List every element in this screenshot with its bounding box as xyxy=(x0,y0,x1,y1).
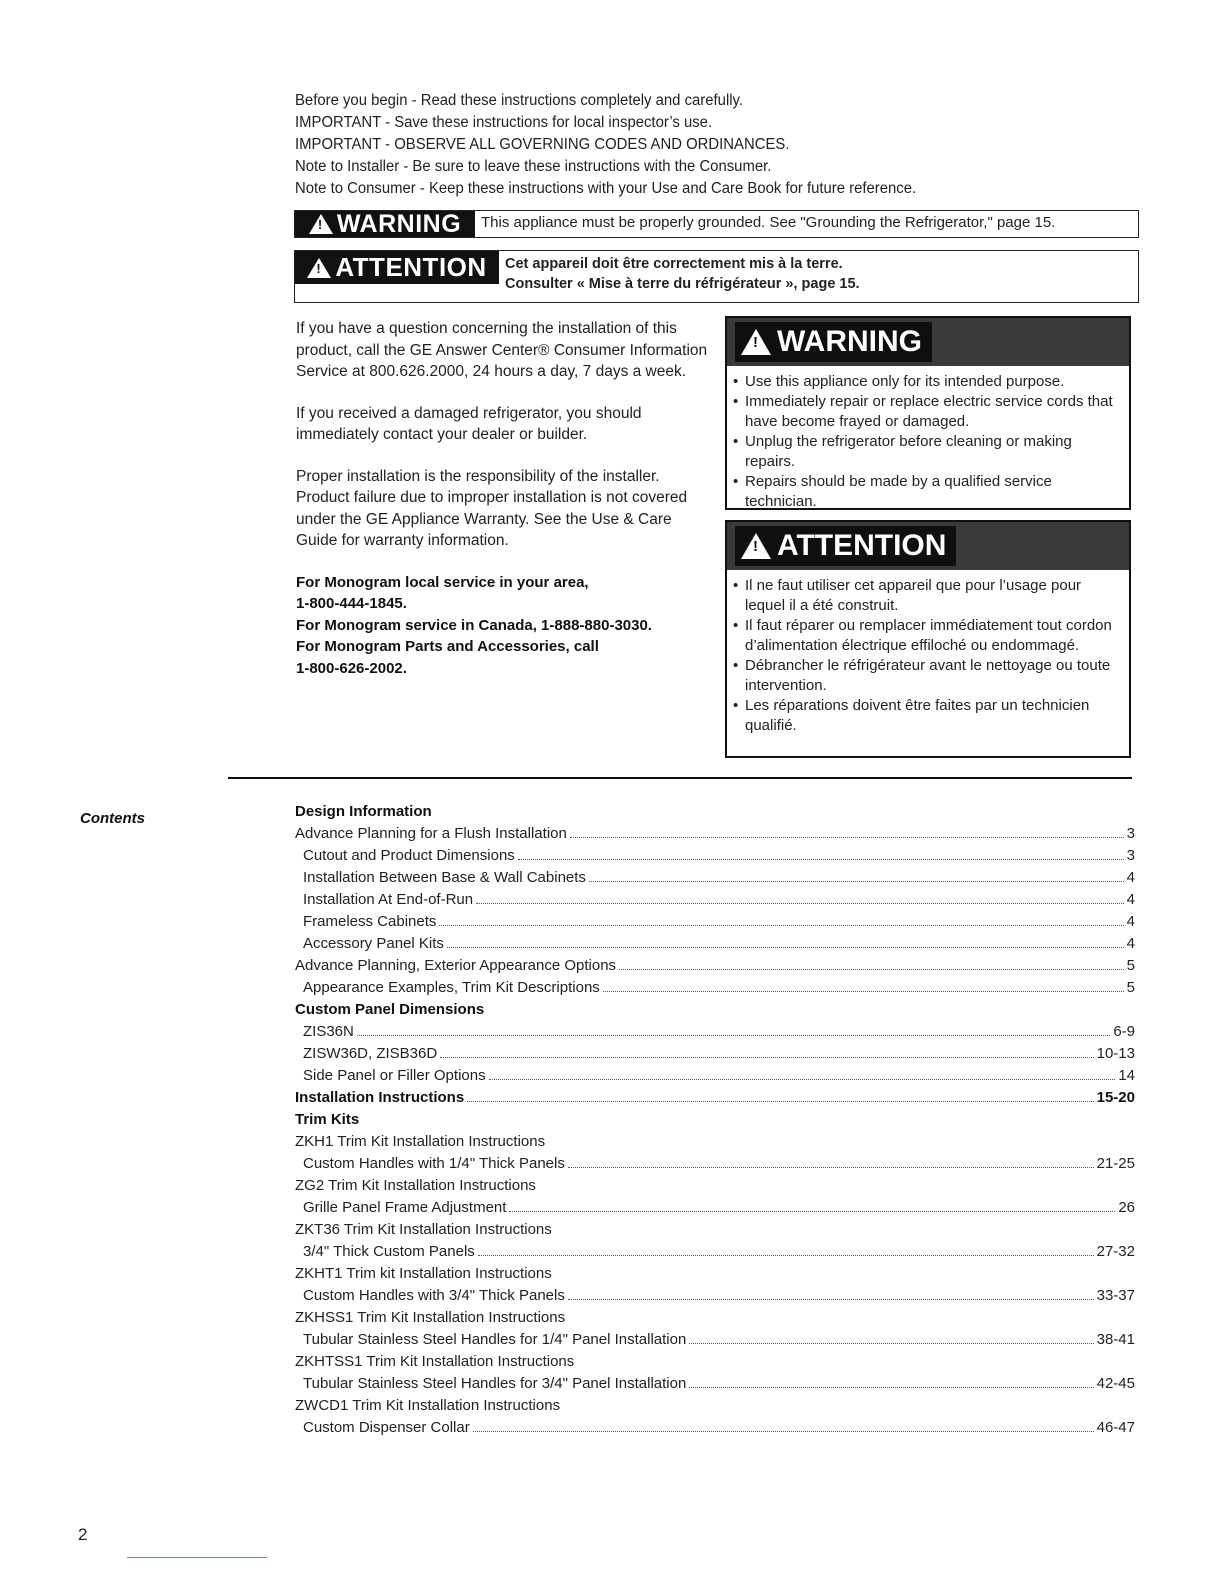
section-divider xyxy=(228,777,1132,779)
toc-entry-title: Custom Panel Dimensions xyxy=(295,1001,485,1018)
attention-list xyxy=(727,570,1129,736)
attention-banner-line: Cet appareil doit être correctement mis à la terre. xyxy=(505,256,843,272)
toc-entry-title: ZKHSS1 Trim Kit Installation Instructions xyxy=(295,1309,566,1326)
toc-leader-dots xyxy=(568,1299,1094,1300)
warning-item: • Immediately repair or replace electric service cords that have become frayed or damaged. xyxy=(731,392,1121,432)
toc-row xyxy=(295,1043,1135,1065)
toc-page-number: 4 xyxy=(1126,869,1135,886)
toc-page-number: 6-9 xyxy=(1113,1023,1135,1040)
warning-list xyxy=(727,366,1129,512)
toc-entry-title: Accessory Panel Kits xyxy=(303,935,444,952)
warning-box-title-text: WARNING xyxy=(777,325,922,358)
intro-line: Note to Consumer - Keep these instructions with your Use and Care Book for future reference. xyxy=(295,180,917,197)
warning-item: • Repairs should be made by a qualified service technician. xyxy=(731,472,1121,512)
toc-row xyxy=(295,977,1135,999)
toc-entry-title: Installation At End-of-Run xyxy=(303,891,474,908)
attention-item: • Il ne faut utiliser cet appareil que pour l’usage pour lequel il a été construit. xyxy=(731,576,1121,616)
footer-link-line xyxy=(127,1557,267,1558)
toc-row xyxy=(295,933,1135,955)
toc-row xyxy=(295,1021,1135,1043)
toc-leader-dots xyxy=(689,1387,1093,1388)
attention-box-header xyxy=(727,522,1129,570)
table-of-contents xyxy=(295,801,1135,1439)
warning-tag xyxy=(295,211,475,237)
grounding-warning-banner xyxy=(294,210,1139,238)
monogram-service-info xyxy=(296,572,716,680)
warning-box-header xyxy=(727,318,1129,366)
toc-entry-title: Design Information xyxy=(295,803,432,820)
toc-entry-title: ZWCD1 Trim Kit Installation Instructions xyxy=(295,1397,561,1414)
warning-box-title xyxy=(735,322,932,362)
attention-box-title xyxy=(735,526,956,566)
toc-page-number: 21-25 xyxy=(1096,1155,1135,1172)
toc-page-number: 38-41 xyxy=(1096,1331,1135,1348)
toc-page-number: 4 xyxy=(1126,913,1135,930)
toc-row xyxy=(295,1307,1135,1329)
toc-page-number: 33-37 xyxy=(1096,1287,1135,1304)
grounding-attention-banner xyxy=(294,250,1139,303)
damaged-paragraph: If you received a damaged refrigerator, you should immediately contact your dealer or builder. xyxy=(296,404,642,443)
toc-row xyxy=(295,1373,1135,1395)
toc-entry-title: ZISW36D, ZISB36D xyxy=(303,1045,438,1062)
toc-entry-title: Custom Dispenser Collar xyxy=(303,1419,470,1436)
toc-leader-dots xyxy=(473,1431,1094,1432)
toc-row xyxy=(295,845,1135,867)
toc-entry-title: Custom Handles with 1/4" Thick Panels xyxy=(303,1155,565,1172)
safety-attention-box xyxy=(725,520,1131,758)
toc-entry-title: Advance Planning, Exterior Appearance Options xyxy=(295,957,617,974)
attention-banner-line: Consulter « Mise à terre du réfrigérateur », page 15. xyxy=(505,276,860,292)
toc-row xyxy=(295,1175,1135,1197)
warning-triangle-icon xyxy=(741,533,771,559)
monogram-line: 1-800-626-2002. xyxy=(296,659,407,677)
monogram-line: For Monogram service in Canada, 1-888-880-3030. xyxy=(296,616,652,634)
toc-entry-title: Custom Handles with 3/4" Thick Panels xyxy=(303,1287,565,1304)
toc-leader-dots xyxy=(357,1035,1110,1036)
toc-page-number: 26 xyxy=(1118,1199,1135,1216)
toc-row xyxy=(295,911,1135,933)
answer-center-paragraph: If you have a question concerning the installation of this product, call the GE Answer Center® Consumer Information Service at 800.626.2000, 24 hours a day, 7 days a week. xyxy=(296,320,708,380)
warning-triangle-icon xyxy=(741,329,771,355)
toc-row xyxy=(295,1087,1135,1109)
toc-row xyxy=(295,1197,1135,1219)
toc-row xyxy=(295,867,1135,889)
toc-entry-title: Tubular Stainless Steel Handles for 3/4" Panel Installation xyxy=(303,1375,687,1392)
toc-page-number: 46-47 xyxy=(1096,1419,1135,1436)
toc-page-number: 3 xyxy=(1126,825,1135,842)
toc-page-number: 15-20 xyxy=(1096,1089,1135,1106)
monogram-line: For Monogram local service in your area, xyxy=(296,573,589,591)
toc-row xyxy=(295,999,1135,1021)
toc-leader-dots xyxy=(509,1211,1115,1212)
toc-page-number: 4 xyxy=(1126,935,1135,952)
toc-leader-dots xyxy=(476,903,1124,904)
toc-leader-dots xyxy=(440,1057,1093,1058)
warning-item: • Use this appliance only for its intended purpose. xyxy=(731,372,1121,392)
intro-line: Before you begin - Read these instructions completely and carefully. xyxy=(295,92,744,109)
toc-entry-title: ZG2 Trim Kit Installation Instructions xyxy=(295,1177,536,1194)
toc-leader-dots xyxy=(619,969,1124,970)
toc-page-number: 42-45 xyxy=(1096,1375,1135,1392)
toc-leader-dots xyxy=(518,859,1124,860)
warning-triangle-icon xyxy=(307,258,331,278)
toc-row xyxy=(295,1153,1135,1175)
toc-entry-title: ZIS36N xyxy=(303,1023,354,1040)
toc-leader-dots xyxy=(467,1101,1093,1102)
toc-row xyxy=(295,1263,1135,1285)
toc-entry-title: Grille Panel Frame Adjustment xyxy=(303,1199,507,1216)
attention-tag-label: ATTENTION xyxy=(335,252,487,282)
toc-entry-title: Side Panel or Filler Options xyxy=(303,1067,486,1084)
toc-row xyxy=(295,889,1135,911)
attention-box-title-text: ATTENTION xyxy=(777,529,947,562)
toc-entry-title: Tubular Stainless Steel Handles for 1/4" Panel Installation xyxy=(303,1331,687,1348)
toc-entry-title: Advance Planning for a Flush Installation xyxy=(295,825,567,842)
monogram-line: For Monogram Parts and Accessories, call xyxy=(296,638,599,655)
toc-page-number: 27-32 xyxy=(1096,1243,1135,1260)
toc-leader-dots xyxy=(589,881,1124,882)
toc-leader-dots xyxy=(603,991,1124,992)
attention-banner-text xyxy=(505,254,860,294)
attention-item: • Il faut réparer ou remplacer immédiatement tout cordon d’alimentation électrique effiloché ou endommagé. xyxy=(731,616,1121,656)
intro-notes xyxy=(295,90,1121,200)
toc-leader-dots xyxy=(568,1167,1094,1168)
page-number: 2 xyxy=(78,1525,88,1544)
attention-item: • Débrancher le réfrigérateur avant le nettoyage ou toute intervention. xyxy=(731,656,1121,696)
attention-tag xyxy=(295,251,499,284)
attention-item: • Les réparations doivent être faites par un technicien qualifié. xyxy=(731,696,1121,736)
toc-page-number: 4 xyxy=(1126,891,1135,908)
warning-triangle-icon xyxy=(309,214,333,234)
toc-entry-title: Installation Between Base & Wall Cabinets xyxy=(303,869,586,886)
toc-row xyxy=(295,955,1135,977)
toc-row xyxy=(295,1395,1135,1417)
toc-entry-title: ZKHT1 Trim kit Installation Instructions xyxy=(295,1265,552,1282)
toc-row xyxy=(295,1241,1135,1263)
toc-page-number: 5 xyxy=(1126,957,1135,974)
toc-leader-dots xyxy=(689,1343,1093,1344)
toc-row xyxy=(295,1131,1135,1153)
installer-responsibility-paragraph: Proper installation is the responsibility of the installer. Product failure due to improper installation is not covered under the GE Appliance Warranty. See the Use & Care Guide for warranty information. xyxy=(296,467,688,549)
toc-leader-dots xyxy=(439,925,1123,926)
toc-row xyxy=(295,1417,1135,1439)
warning-banner-text: This appliance must be properly grounded. See "Grounding the Refrigerator," page 15. xyxy=(481,214,1056,231)
toc-row xyxy=(295,1219,1135,1241)
toc-row xyxy=(295,823,1135,845)
toc-row xyxy=(295,1329,1135,1351)
toc-page-number: 3 xyxy=(1126,847,1135,864)
toc-entry-title: 3/4" Thick Custom Panels xyxy=(303,1243,475,1260)
toc-entry-title: ZKT36 Trim Kit Installation Instructions xyxy=(295,1221,552,1238)
intro-line: IMPORTANT - OBSERVE ALL GOVERNING CODES AND ORDINANCES. xyxy=(295,136,790,153)
intro-line: Note to Installer - Be sure to leave these instructions with the Consumer. xyxy=(295,158,772,175)
monogram-line: 1-800-444-1845. xyxy=(296,595,407,612)
warning-item: • Unplug the refrigerator before cleaning or making repairs. xyxy=(731,432,1121,472)
toc-leader-dots xyxy=(447,947,1124,948)
toc-row xyxy=(295,1285,1135,1307)
toc-entry-title: ZKHTSS1 Trim Kit Installation Instructions xyxy=(295,1353,575,1370)
toc-page-number: 5 xyxy=(1126,979,1135,996)
toc-leader-dots xyxy=(570,837,1124,838)
toc-row xyxy=(295,1065,1135,1087)
toc-row xyxy=(295,801,1135,823)
toc-leader-dots xyxy=(489,1079,1116,1080)
toc-row xyxy=(295,1109,1135,1131)
toc-entry-title: ZKH1 Trim Kit Installation Instructions xyxy=(295,1133,546,1150)
warning-tag-label: WARNING xyxy=(336,209,462,238)
toc-entry-title: Appearance Examples, Trim Kit Descriptions xyxy=(303,979,600,996)
toc-entry-title: Frameless Cabinets xyxy=(303,913,437,930)
toc-entry-title: Installation Instructions xyxy=(295,1089,465,1106)
service-info-column xyxy=(296,318,716,679)
toc-leader-dots xyxy=(478,1255,1094,1256)
safety-warning-box xyxy=(725,316,1131,510)
toc-page-number: 10-13 xyxy=(1096,1045,1135,1062)
toc-row xyxy=(295,1351,1135,1373)
toc-page-number: 14 xyxy=(1118,1067,1135,1084)
intro-line: IMPORTANT - Save these instructions for local inspector’s use. xyxy=(295,114,713,131)
toc-entry-title: Cutout and Product Dimensions xyxy=(303,847,515,864)
contents-label: Contents xyxy=(80,810,145,827)
toc-entry-title: Trim Kits xyxy=(295,1111,360,1128)
